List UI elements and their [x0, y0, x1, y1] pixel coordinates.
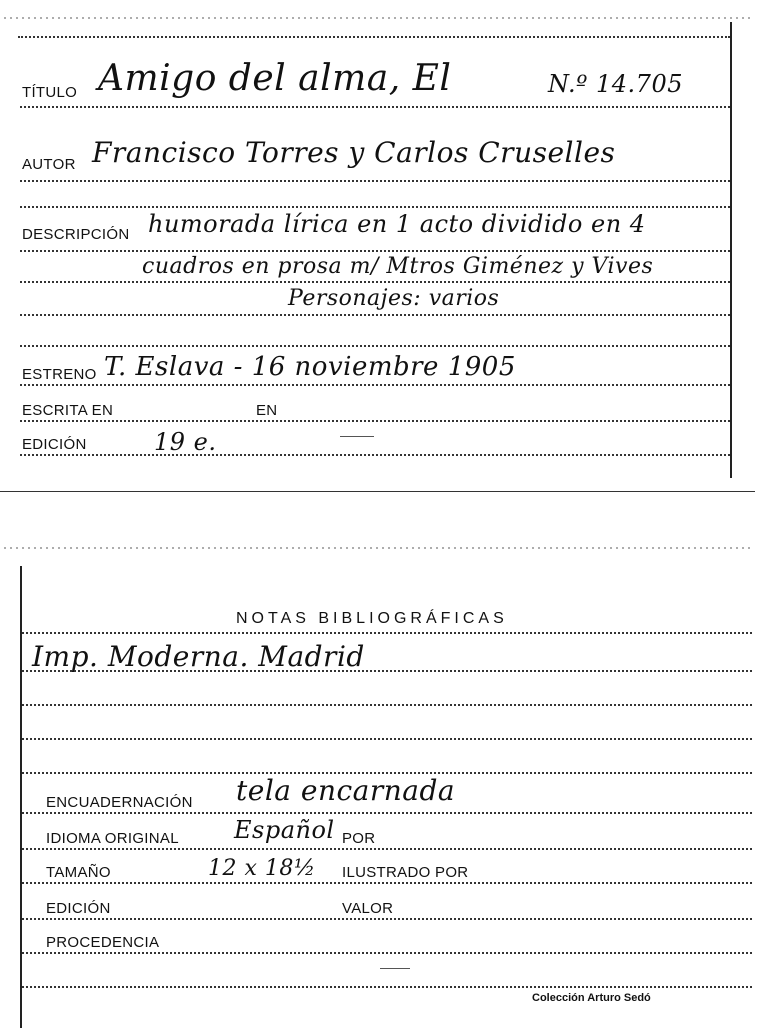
- procedencia-label: PROCEDENCIA: [46, 934, 160, 951]
- titulo-label: TÍTULO: [22, 84, 78, 101]
- encuadernacion-value: tela encarnada: [236, 774, 456, 807]
- ilustrado-por-label: ILUSTRADO POR: [342, 864, 469, 881]
- idioma-original-label: IDIOMA ORIGINAL: [46, 830, 179, 847]
- left-margin-line: [20, 566, 22, 1028]
- imprenta-value: Imp. Moderna. Madrid: [32, 640, 365, 673]
- descripcion-line-1: humorada lírica en 1 acto dividido en 4: [148, 210, 646, 238]
- pencil-mark: [380, 968, 410, 969]
- descripcion-label: DESCRIPCIÓN: [22, 226, 130, 243]
- ruled-line: [22, 812, 752, 814]
- estreno-value: T. Eslava - 16 noviembre 1905: [104, 352, 516, 382]
- pencil-mark: [340, 436, 374, 437]
- ruled-line: [20, 281, 730, 283]
- ruled-line: [22, 986, 752, 988]
- ruled-line: [22, 632, 752, 634]
- ruled-line: [20, 420, 730, 422]
- ruled-line: [18, 36, 730, 38]
- autor-value: Francisco Torres y Carlos Cruselles: [92, 136, 616, 169]
- ruled-line: [20, 206, 730, 208]
- numero-value: N.º 14.705: [548, 70, 683, 98]
- ruled-line: [20, 345, 730, 347]
- card-bottom-edge: [0, 491, 755, 492]
- catalog-card-back: [0, 520, 759, 1028]
- valor-label: VALOR: [342, 900, 394, 917]
- notas-bibliograficas-heading: NOTAS BIBLIOGRÁFICAS: [236, 610, 508, 627]
- edicion-label-back: EDICIÓN: [46, 900, 111, 917]
- ruled-line: [22, 918, 752, 920]
- ruled-line: [22, 882, 752, 884]
- titulo-value: Amigo del alma, El: [98, 58, 452, 99]
- estreno-label: ESTRENO: [22, 366, 97, 383]
- por-label: POR: [342, 830, 376, 847]
- encuadernacion-label: ENCUADERNACIÓN: [46, 794, 193, 811]
- ruled-line: [20, 314, 730, 316]
- descripcion-line-2: cuadros en prosa m/ Mtros Giménez y Vives: [142, 254, 654, 279]
- autor-label: AUTOR: [22, 156, 76, 173]
- ruled-line: [20, 180, 730, 182]
- ruled-line: [20, 454, 730, 456]
- escrita-en-label: ESCRITA EN: [22, 402, 114, 419]
- edicion-value: 19 e.: [154, 428, 217, 456]
- tamano-label: TAMAÑO: [46, 864, 111, 881]
- ruled-line: [22, 738, 752, 740]
- ruled-line: [22, 670, 752, 672]
- idioma-value: Español: [234, 816, 335, 844]
- ruled-line: [20, 384, 730, 386]
- en-label: EN: [256, 402, 278, 419]
- top-edge-speckle: [2, 546, 750, 550]
- catalog-card-front: [0, 0, 759, 492]
- tamano-value: 12 x 18½: [208, 856, 316, 881]
- right-margin-line: [730, 22, 732, 478]
- ruled-line: [22, 848, 752, 850]
- ruled-line: [20, 250, 730, 252]
- collection-footer: Colección Arturo Sedó: [532, 992, 651, 1004]
- ruled-line: [22, 952, 752, 954]
- ruled-line: [22, 704, 752, 706]
- top-edge-speckle: [2, 16, 750, 20]
- descripcion-line-3: Personajes: varios: [288, 286, 500, 311]
- ruled-line: [20, 106, 730, 108]
- edicion-label: EDICIÓN: [22, 436, 87, 453]
